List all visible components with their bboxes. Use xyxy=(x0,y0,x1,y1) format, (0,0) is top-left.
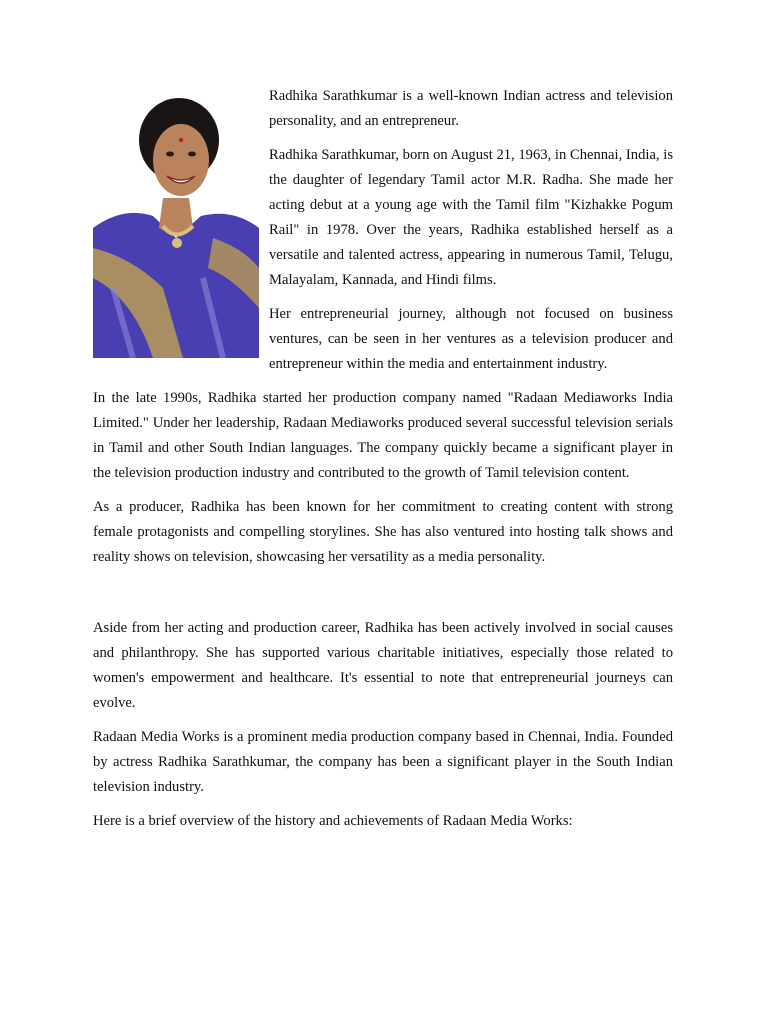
portrait-photo xyxy=(93,88,259,358)
paragraph-production-company: In the late 1990s, Radhika started her production company named "Radaan Mediaworks India Limited." Under her leadership, Radaan Mediaworks produced several successful television serials in Tamil and other South Indian languages. The company quickly became a significant player in the television production industry and contributed to the growth of Tamil television content. xyxy=(93,390,673,481)
paragraph-history-intro: Here is a brief overview of the history and achievements of Radaan Media Works: xyxy=(93,813,573,829)
paragraph-intro: Radhika Sarathkumar is a well-known Indian actress and television personality, and an entrepreneur. xyxy=(269,88,673,129)
paragraph-gap xyxy=(93,579,673,616)
paragraph-producer-role: As a producer, Radhika has been known for her commitment to creating content with strong female protagonists and compelling storylines. She has also ventured into hosting talk shows and reality shows on television, showcasing her versatility as a media personality. xyxy=(93,499,673,565)
paragraph-entrepreneurial-journey: Her entrepreneurial journey, although not focused on business ventures, can be seen in her ventures as a television producer and entrepreneur within the media and entertainment industry. xyxy=(269,306,673,372)
paragraph-biography: Radhika Sarathkumar, born on August 21, 1963, in Chennai, India, is the daughter of legendary Tamil actor M.R. Radha. She made her acting debut at a young age with the Tamil film "Kizhakke Pogum Rail" in 1978. Over the years, Radhika established herself as a versatile and talented actress, appearing in numerous Tamil, Telugu, Malayalam, Kannada, and Hindi films. xyxy=(269,147,673,288)
paragraph-radaan-overview: Radaan Media Works is a prominent media production company based in Chennai, India. Founded by actress Radhika Sarathkumar, the company has been a significant player in the South Indian television industry. xyxy=(93,729,673,795)
portrait-photo-icon xyxy=(93,88,259,358)
document-page xyxy=(93,84,673,843)
paragraph-philanthropy: Aside from her acting and production career, Radhika has been actively involved in social causes and philanthropy. She has supported various charitable initiatives, especially those related to women's empowerment and healthcare. It's essential to note that entrepreneurial journeys can evolve. xyxy=(93,620,673,711)
